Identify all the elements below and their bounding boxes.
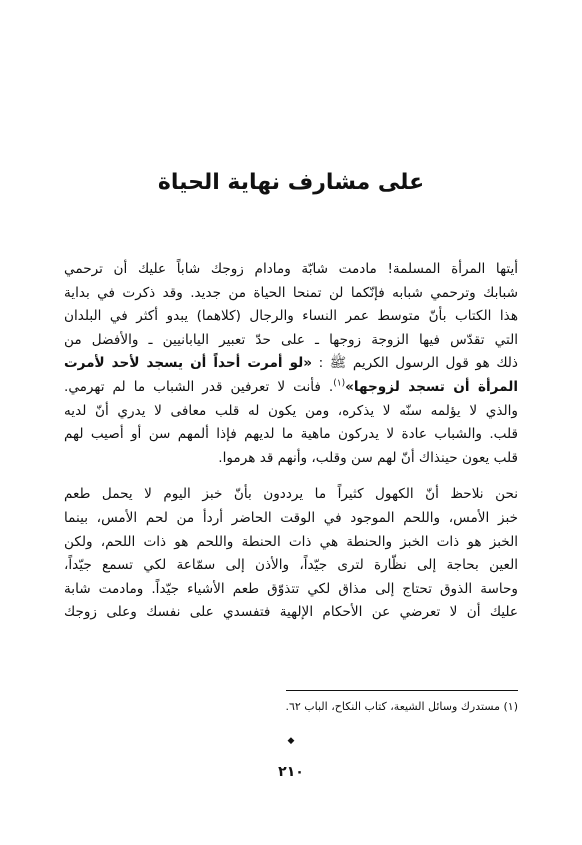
paragraph-1-line: شبابك وترحمي شبابه فإنّكما لن تمنحا الحياة من جديد. وقد ذكرت في بداية (64, 284, 518, 301)
paragraph-1 (64, 258, 518, 470)
paragraph-1-line-hadith-end (64, 376, 518, 400)
paragraph-2 (64, 483, 518, 625)
paragraph-1-line-hadith-start (64, 352, 518, 376)
paragraph-1-line: قلب يعون حينذاك أنّ لهم سن وقلب، وأنهم قد هرموا. (218, 449, 518, 466)
paragraph-2-line: الخبز هو ذات الخبز والحنطة هي ذات الحنطة واللحم هو ذات اللحم، ولكن (64, 533, 518, 550)
footnote: (١) مستدرك وسائل الشيعة، كتاب النكاح، الباب ٦٢. (285, 700, 518, 713)
paragraph-1-line: هذا الكتاب بأنّ متوسط عمر النساء والرجال (كلاهما) يبدو أكثر في البلدان (64, 308, 518, 325)
page-number: ٢١٠ (278, 764, 304, 780)
paragraph-2-line: خبز الأمس، واللحم الموجود في الوقت الحاضر أردأ من لحم الأمس، بينما (64, 509, 518, 526)
paragraph-2-line: العين بحاجة إلى نظّارة لترى جيّداً، والأذن إلى سمّاعة لكي تسمع جيّداً، (64, 557, 518, 574)
footnote-marker: (١) (333, 378, 346, 389)
hadith-quote-part-2: المرأة أن تسجد لزوجها» (345, 378, 518, 395)
paragraph-2-line: وحاسة الذوق تحتاج إلى مذاق لكي تتذوّق طعم الأشياء جيّداً. ومادمت شابة (64, 580, 518, 597)
paragraph-1-line: التي تقدّس فيها الزوجة زوجها ـ على حدّ تعبير اليابانيين ـ والأفضل من (64, 331, 518, 348)
hadith-quote-part-1: «لو أمرت أحداً أن يسجد لأحد لأمرت (64, 355, 312, 372)
body-text (64, 258, 518, 638)
footnote-divider (286, 690, 518, 691)
paragraph-2-line: نحن نلاحظ أنّ الكهول كثيراً ما يرددون بأنّ خبز اليوم لا يحمل طعم (64, 486, 518, 503)
paragraph-1-line: والذي لا يؤلمه سنّه لا يذكره، ومن يكون له قلب معافى لا يدري أنّ لديه (64, 402, 518, 419)
chapter-title: على مشارف نهاية الحياة (157, 170, 425, 195)
diamond-ornament-icon: ◆ (287, 736, 295, 746)
paragraph-1-line: أيتها المرأة المسلمة! مادمت شابّة ومادام زوجك شاباً عليك أن ترحمي (64, 261, 518, 277)
paragraph-1-line: قلب. والشباب عادة لا يدركون ماهية ما لديهم فإذا ألمهم سن أو أصيب لهم (64, 426, 518, 443)
paragraph-2-line: عليك أن لا تعرضي عن الأحكام الإلهية فتفسدي على نفسك وعلى زوجك (64, 604, 518, 621)
hadith-intro-text: ذلك هو قول الرسول الكريم ﷺ : (312, 355, 518, 372)
hadith-after-text: . فأنت لا تعرفين قدر الشباب ما لم تهرمي. (64, 378, 334, 395)
